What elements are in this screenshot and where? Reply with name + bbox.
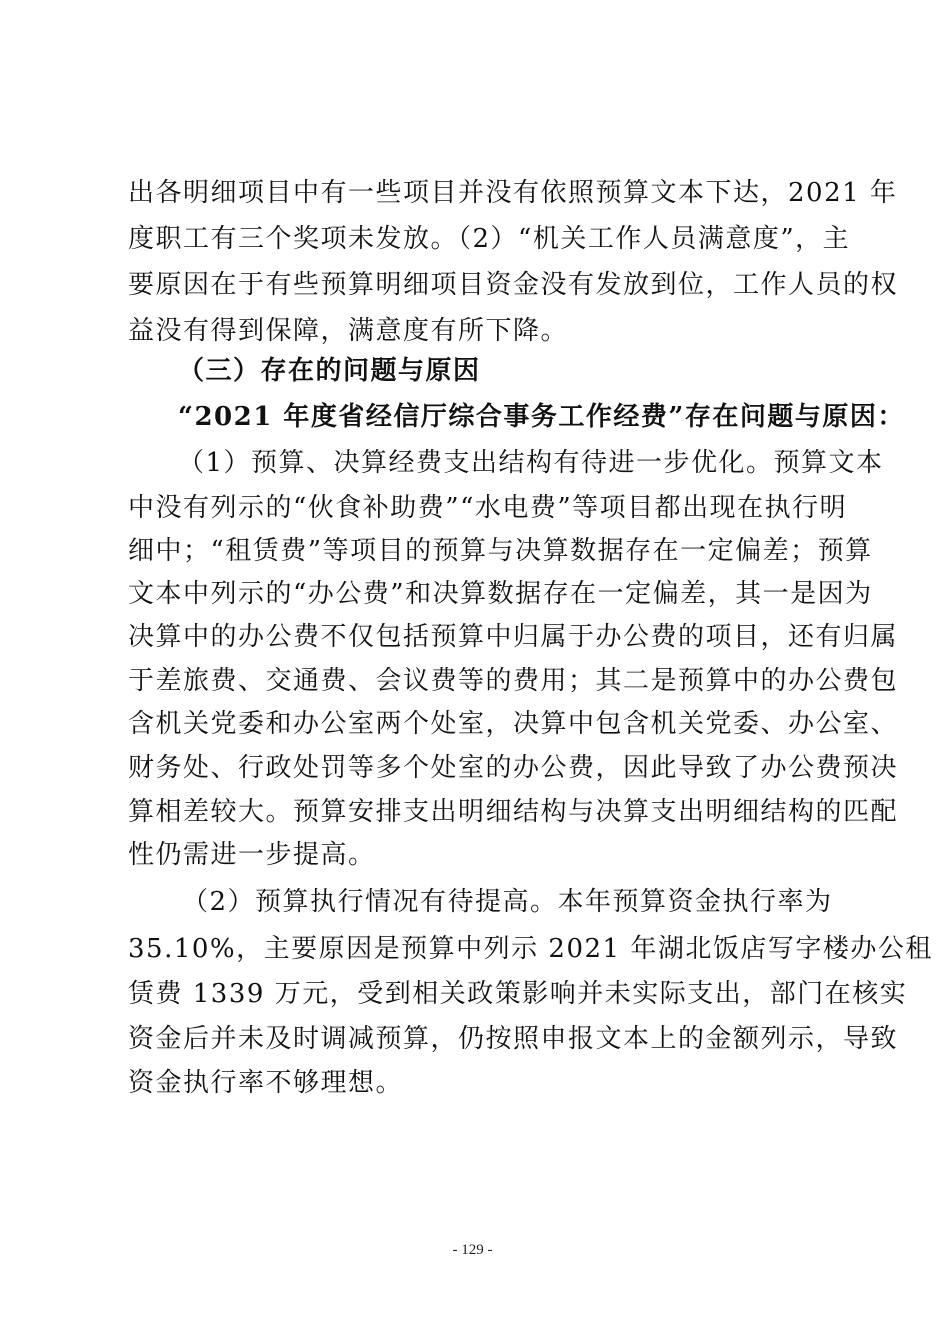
paragraph-line: 出各明细项目中有一些项目并没有依照预算文本下达，2021 年 — [128, 178, 898, 208]
subsection-heading: “2021 年度省经信厅综合事务工作经费”存在问题与原因： — [178, 402, 905, 432]
paragraph-line: 中没有列示的“伙食补助费”“水电费”等项目都出现在执行明 — [128, 493, 848, 523]
paragraph-line: 度职工有三个奖项未发放。（2）“机关工作人员满意度”，主 — [128, 224, 851, 254]
paragraph-line: 益没有得到保障，满意度有所下降。 — [128, 316, 569, 346]
paragraph-line: （2）预算执行情况有待提高。本年预算资金执行率为 — [182, 887, 833, 917]
paragraph-line: 决算中的办公费不仅包括预算中归属于办公费的项目，还有归属 — [128, 622, 899, 652]
paragraph-line: 性仍需进一步提高。 — [128, 840, 376, 870]
paragraph-line: 算相差较大。预算安排支出明细结构与决算支出明细结构的匹配 — [128, 797, 899, 827]
paragraph-line: 含机关党委和办公室两个处室，决算中包含机关党委、办公室、 — [128, 709, 899, 739]
paragraph-line: 于差旅费、交通费、会议费等的费用；其二是预算中的办公费包 — [128, 666, 899, 696]
paragraph-line: 细中；“租赁费”等项目的预算与决算数据存在一定偏差；预算 — [128, 536, 873, 566]
paragraph-line: 赁费 1339 万元，受到相关政策影响并未实际支出，部门在核实 — [128, 979, 908, 1009]
paragraph-line: 文本中列示的“办公费”和决算数据存在一定偏差，其一是因为 — [128, 579, 873, 609]
paragraph-line: 资金后并未及时调减预算，仍按照申报文本上的金额列示，导致 — [128, 1024, 899, 1054]
paragraph-line: 资金执行率不够理想。 — [128, 1068, 404, 1098]
paragraph-line: （1）预算、决算经费支出结构有待进一步优化。预算文本 — [178, 448, 884, 478]
page-number: - 129 - — [452, 1242, 493, 1258]
paragraph-line: 要原因在于有些预算明细项目资金没有发放到位，工作人员的权 — [128, 270, 899, 300]
paragraph-line: 35.10%，主要原因是预算中列示 2021 年湖北饭店写字楼办公租 — [128, 934, 933, 964]
paragraph-line: 财务处、行政处罚等多个处室的办公费，因此导致了办公费预决 — [128, 753, 899, 783]
section-heading: （三）存在的问题与原因 — [178, 356, 481, 386]
